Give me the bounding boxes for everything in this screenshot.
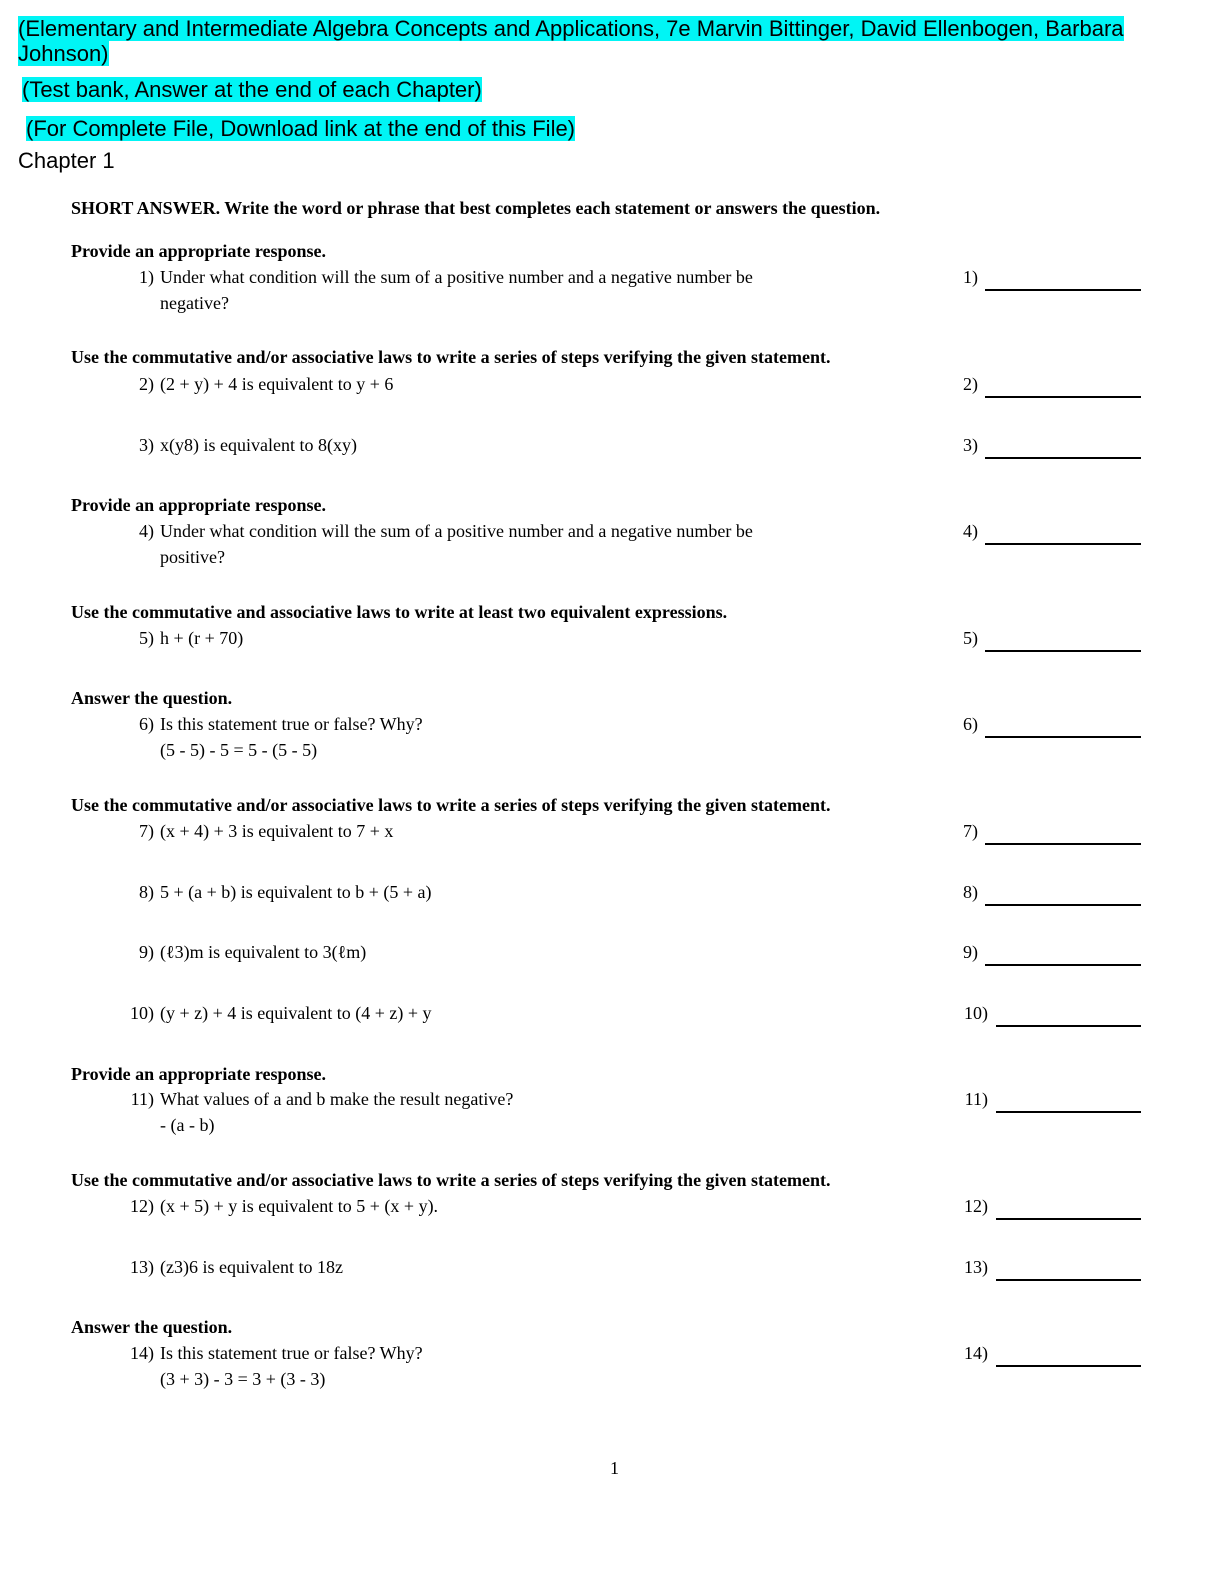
question-number: 8)	[139, 882, 154, 902]
section-heading: Answer the question.	[71, 688, 233, 708]
answer-number: 5)	[963, 628, 978, 648]
page-number: 1	[610, 1458, 619, 1478]
question-number: 7)	[139, 821, 154, 841]
question-number: 10)	[130, 1003, 154, 1023]
answer-number: 14)	[964, 1343, 988, 1363]
question-number: 4)	[139, 521, 154, 541]
question-text: Under what condition will the sum of a positive number and a negative number be	[160, 521, 753, 541]
question-number: 12)	[130, 1196, 154, 1216]
answer-blank[interactable]	[985, 736, 1141, 738]
answer-number: 12)	[964, 1196, 988, 1216]
answer-number: 13)	[964, 1257, 988, 1277]
download-text: (For Complete File, Download link at the end of this File)	[26, 116, 576, 141]
question-text: (2 + y) + 4 is equivalent to y + 6	[160, 374, 394, 394]
answer-blank[interactable]	[985, 650, 1141, 652]
question-text-cont: (3 + 3) - 3 = 3 + (3 - 3)	[160, 1369, 326, 1389]
section-heading: Use the commutative and/or associative laws to write a series of steps verifying the given statement.	[71, 795, 831, 815]
answer-blank[interactable]	[985, 396, 1141, 398]
answer-number: 4)	[963, 521, 978, 541]
question-number: 11)	[130, 1089, 154, 1109]
question-text: (z3)6 is equivalent to 18z	[160, 1257, 343, 1277]
question-text: 5 + (a + b) is equivalent to b + (5 + a)	[160, 882, 432, 902]
answer-number: 10)	[964, 1003, 988, 1023]
answer-number: 2)	[963, 374, 978, 394]
question-text: x(y8) is equivalent to 8(xy)	[160, 435, 357, 455]
answer-number: 11)	[964, 1089, 988, 1109]
question-text-cont: - (a - b)	[160, 1115, 215, 1135]
answer-number: 7)	[963, 821, 978, 841]
answer-blank[interactable]	[985, 964, 1141, 966]
question-text-cont: positive?	[160, 547, 225, 567]
section-heading: Answer the question.	[71, 1317, 233, 1337]
answer-number: 8)	[963, 882, 978, 902]
answer-blank[interactable]	[996, 1025, 1141, 1027]
answer-blank[interactable]	[996, 1365, 1141, 1367]
section-heading: Use the commutative and/or associative laws to write a series of steps verifying the given statement.	[71, 1170, 831, 1190]
question-number: 1)	[139, 267, 154, 287]
answer-number: 1)	[963, 267, 978, 287]
section-heading: Use the commutative and/or associative laws to write a series of steps verifying the given statement.	[71, 347, 831, 367]
question-number: 14)	[130, 1343, 154, 1363]
answer-blank[interactable]	[996, 1279, 1141, 1281]
question-text: (ℓ3)m is equivalent to 3(ℓm)	[160, 942, 367, 962]
book-title-text: (Elementary and Intermediate Algebra Concepts and Applications, 7e Marvin Bittinger, David Ellenbogen, Barbara Johnson)	[18, 16, 1124, 66]
section-heading: Provide an appropriate response.	[71, 1064, 327, 1084]
section-heading: Provide an appropriate response.	[71, 495, 327, 515]
test-bank-text: (Test bank, Answer at the end of each Chapter)	[22, 77, 482, 102]
question-text: What values of a and b make the result negative?	[160, 1089, 514, 1109]
answer-number: 9)	[963, 942, 978, 962]
answer-blank[interactable]	[985, 543, 1141, 545]
question-text-cont: negative?	[160, 293, 229, 313]
question-number: 6)	[139, 714, 154, 734]
question-text: Is this statement true or false? Why?	[160, 1343, 423, 1363]
download-banner	[26, 116, 575, 141]
question-text: Under what condition will the sum of a positive number and a negative number be	[160, 267, 753, 287]
section-heading: Use the commutative and associative laws to write at least two equivalent expressions.	[71, 602, 728, 622]
answer-blank[interactable]	[996, 1218, 1141, 1220]
chapter-heading: Chapter 1	[18, 148, 115, 173]
question-number: 3)	[139, 435, 154, 455]
answer-blank[interactable]	[996, 1111, 1141, 1113]
question-text: (y + z) + 4 is equivalent to (4 + z) + y	[160, 1003, 432, 1023]
test-bank-banner	[22, 77, 482, 102]
question-number: 5)	[139, 628, 154, 648]
short-answer-instructions: SHORT ANSWER. Write the word or phrase that best completes each statement or answers the question.	[71, 198, 881, 218]
answer-blank[interactable]	[985, 904, 1141, 906]
question-text: (x + 4) + 3 is equivalent to 7 + x	[160, 821, 394, 841]
answer-blank[interactable]	[985, 289, 1141, 291]
question-text: (x + 5) + y is equivalent to 5 + (x + y).	[160, 1196, 439, 1216]
question-text: h + (r + 70)	[160, 628, 244, 648]
question-number: 13)	[130, 1257, 154, 1277]
section-heading: Provide an appropriate response.	[71, 241, 327, 261]
question-text-cont: (5 - 5) - 5 = 5 - (5 - 5)	[160, 740, 318, 760]
question-text: Is this statement true or false? Why?	[160, 714, 423, 734]
answer-blank[interactable]	[985, 457, 1141, 459]
answer-number: 3)	[963, 435, 978, 455]
question-number: 2)	[139, 374, 154, 394]
question-number: 9)	[139, 942, 154, 962]
book-title-banner	[18, 16, 1208, 66]
answer-number: 6)	[963, 714, 978, 734]
answer-blank[interactable]	[985, 843, 1141, 845]
